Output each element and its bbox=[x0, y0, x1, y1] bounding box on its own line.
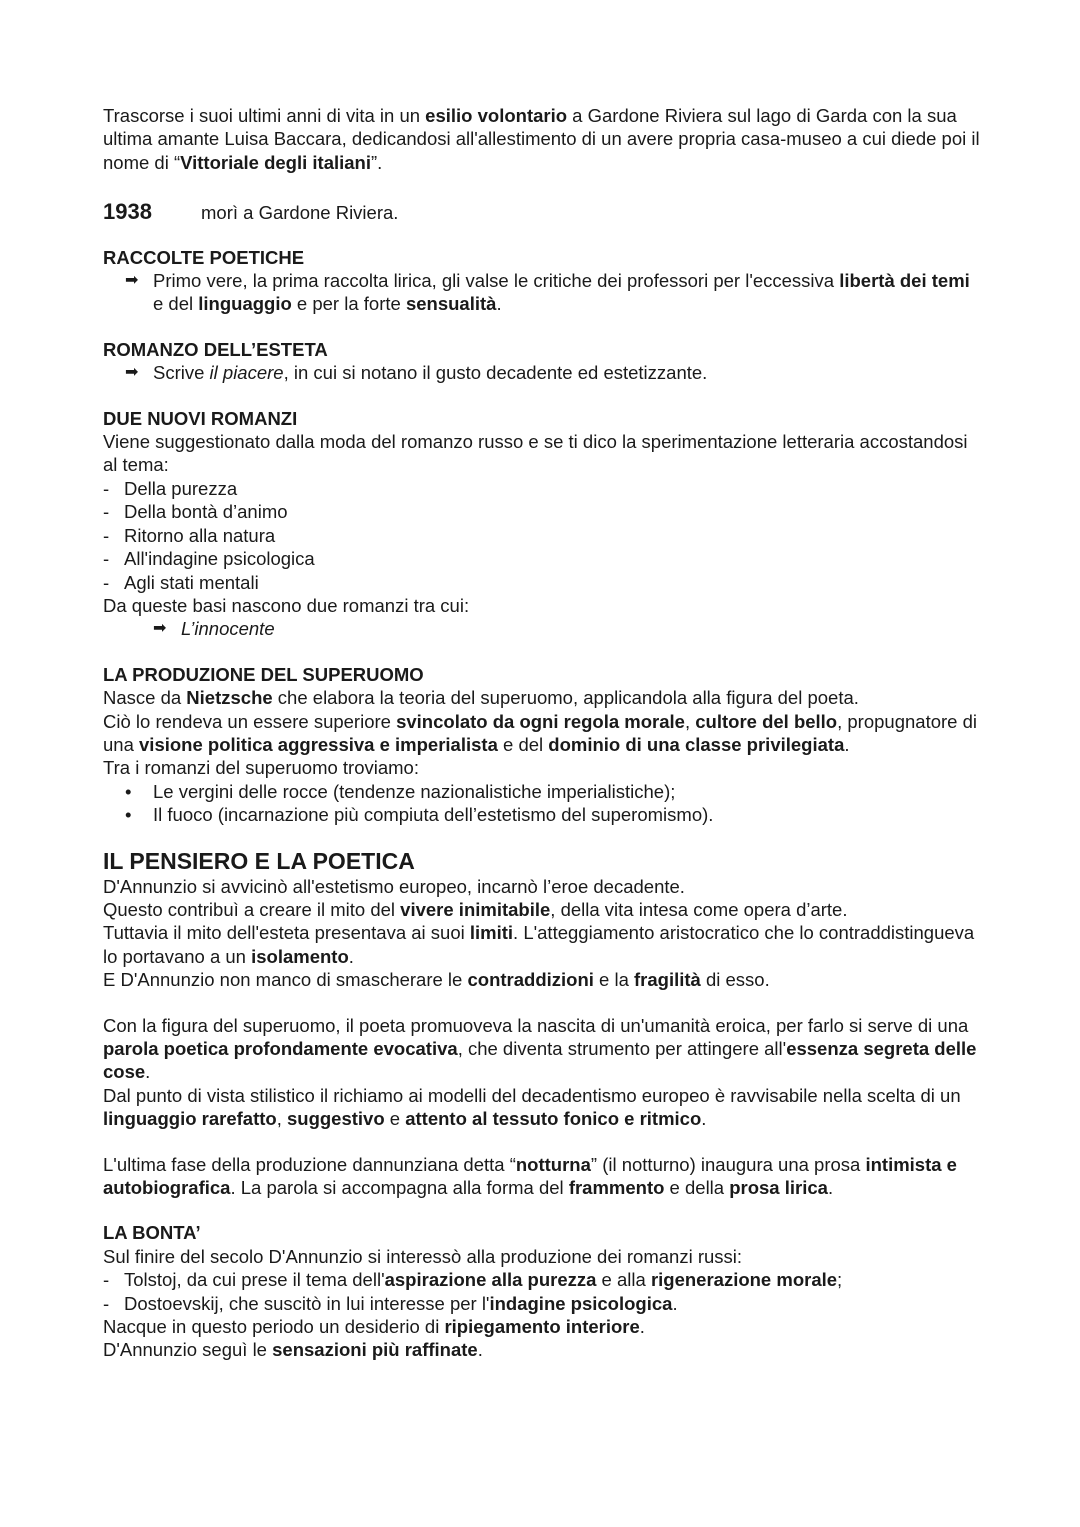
bonta-intro: Sul finire del secolo D'Annunzio si interessò alla produzione dei romanzi russi: bbox=[103, 1245, 743, 1267]
list-item: - Agli stati mentali bbox=[103, 571, 259, 593]
due-romanzi-list bbox=[103, 477, 983, 594]
list-item: • Le vergini delle rocce (tendenze nazionalistiche imperialistiche); bbox=[125, 780, 676, 802]
year-label: 1938 bbox=[103, 199, 152, 225]
due-romanzi-outro: Da queste basi nascono due romanzi tra cui: bbox=[103, 594, 470, 616]
bonta-line-4: D'Annunzio seguì le sensazioni più raffinate. bbox=[103, 1339, 483, 1361]
due-romanzi-arrow-item: ➡ L’innocente bbox=[153, 618, 275, 640]
romanzo-esteta-item: ➡ Scrive il piacere, in cui si notano il gusto decadente ed estetizzante. bbox=[125, 362, 708, 384]
due-romanzi-intro: Viene suggestionato dalla moda del romanzo russo e se ti dico la sperimentazione letteraria accostandosi al tema: bbox=[103, 431, 968, 476]
section-heading-raccolte: RACCOLTE POETICHE bbox=[103, 246, 305, 268]
list-item: - All'indagine psicologica bbox=[103, 548, 315, 570]
right-arrow-icon: ➡ bbox=[125, 364, 139, 382]
raccolte-item: ➡ Primo vere, la prima raccolta lirica, gli valse le critiche dei professori per l'eccessiva libertà dei temi e del linguaggio e per la forte sensualità. bbox=[125, 270, 970, 315]
pensiero-paragraph-4: L'ultima fase della produzione dannunziana detta “notturna” (il notturno) inaugura una prosa intimista e autobiografica. La parola si accompagna alla forma del frammento e della prosa lirica. bbox=[103, 1153, 957, 1199]
death-text: morì a Gardone Riviera. bbox=[201, 202, 399, 224]
section-heading-romanzo-esteta: ROMANZO DELL’ESTETA bbox=[103, 338, 328, 360]
section-heading-superuomo: LA PRODUZIONE DEL SUPERUOMO bbox=[103, 663, 424, 685]
pensiero-line-2: Questo contribuì a creare il mito del vivere inimitabile, della vita intesa come opera d’arte. bbox=[103, 898, 848, 920]
list-item: • Il fuoco (incarnazione più compiuta dell’estetismo del superomismo). bbox=[125, 804, 714, 826]
intro-paragraph: Trascorse i suoi ultimi anni di vita in un esilio volontario a Gardone Riviera sul lago di Garda con la sua ultima amante Luisa Baccara, dedicandosi all'allestimento di un avere propria casa-museo a cui diede poi il nome di “Vittoriale degli italiani”. bbox=[103, 105, 980, 173]
superuomo-line-1: Nasce da Nietzsche che elabora la teoria del superuomo, applicandola alla figura del poeta. bbox=[103, 687, 859, 709]
pensiero-paragraph-3: Dal punto di vista stilistico il richiamo ai modelli del decadentismo europeo è ravvisabile nella scelta di un linguaggio rarefatto, suggestivo e attento al tessuto fonico e ritmico. bbox=[103, 1084, 961, 1130]
right-arrow-icon: ➡ bbox=[125, 272, 139, 290]
list-item: - Tolstoj, da cui prese il tema dell'aspirazione alla purezza e alla rigenerazione morale; bbox=[103, 1269, 843, 1291]
superuomo-line-3: Tra i romanzi del superuomo troviamo: bbox=[103, 757, 419, 779]
bonta-line-3: Nacque in questo periodo un desiderio di ripiegamento interiore. bbox=[103, 1316, 645, 1338]
pensiero-line-1: D'Annunzio si avvicinò all'estetismo europeo, incarnò l’eroe decadente. bbox=[103, 875, 685, 897]
section-heading-due-romanzi: DUE NUOVI ROMANZI bbox=[103, 407, 298, 429]
death-year-row bbox=[103, 200, 983, 224]
list-item: - Ritorno alla natura bbox=[103, 524, 276, 546]
pensiero-line-3: Tuttavia il mito dell'esteta presentava ai suoi limiti. L'atteggiamento aristocratico che lo contraddistingueva lo portavano a un isolamento. bbox=[103, 922, 975, 967]
list-item: - Della bontà d’animo bbox=[103, 501, 288, 523]
list-item: - Della purezza bbox=[103, 477, 238, 499]
list-item: - Dostoevskij, che suscitò in lui interesse per l'indagine psicologica. bbox=[103, 1292, 678, 1314]
superuomo-line-2: Ciò lo rendeva un essere superiore svincolato da ogni regola morale, cultore del bello, propugnatore di una visione politica aggressiva e imperialista e del dominio di una classe privilegiata. bbox=[103, 710, 977, 755]
right-arrow-icon: ➡ bbox=[153, 620, 167, 638]
pensiero-line-4: E D'Annunzio non manco di smascherare le contraddizioni e la fragilità di esso. bbox=[103, 969, 770, 991]
section-heading-pensiero: IL PENSIERO E LA POETICA bbox=[103, 847, 415, 874]
document-page bbox=[103, 104, 983, 1362]
section-heading-bonta: LA BONTA’ bbox=[103, 1222, 201, 1244]
pensiero-paragraph-2: Con la figura del superuomo, il poeta promuoveva la nascita di un'umanità eroica, per farlo si serve di una parola poetica profondamente evocativa, che diventa strumento per attingere all'essenza segreta delle cose. bbox=[103, 1014, 977, 1083]
